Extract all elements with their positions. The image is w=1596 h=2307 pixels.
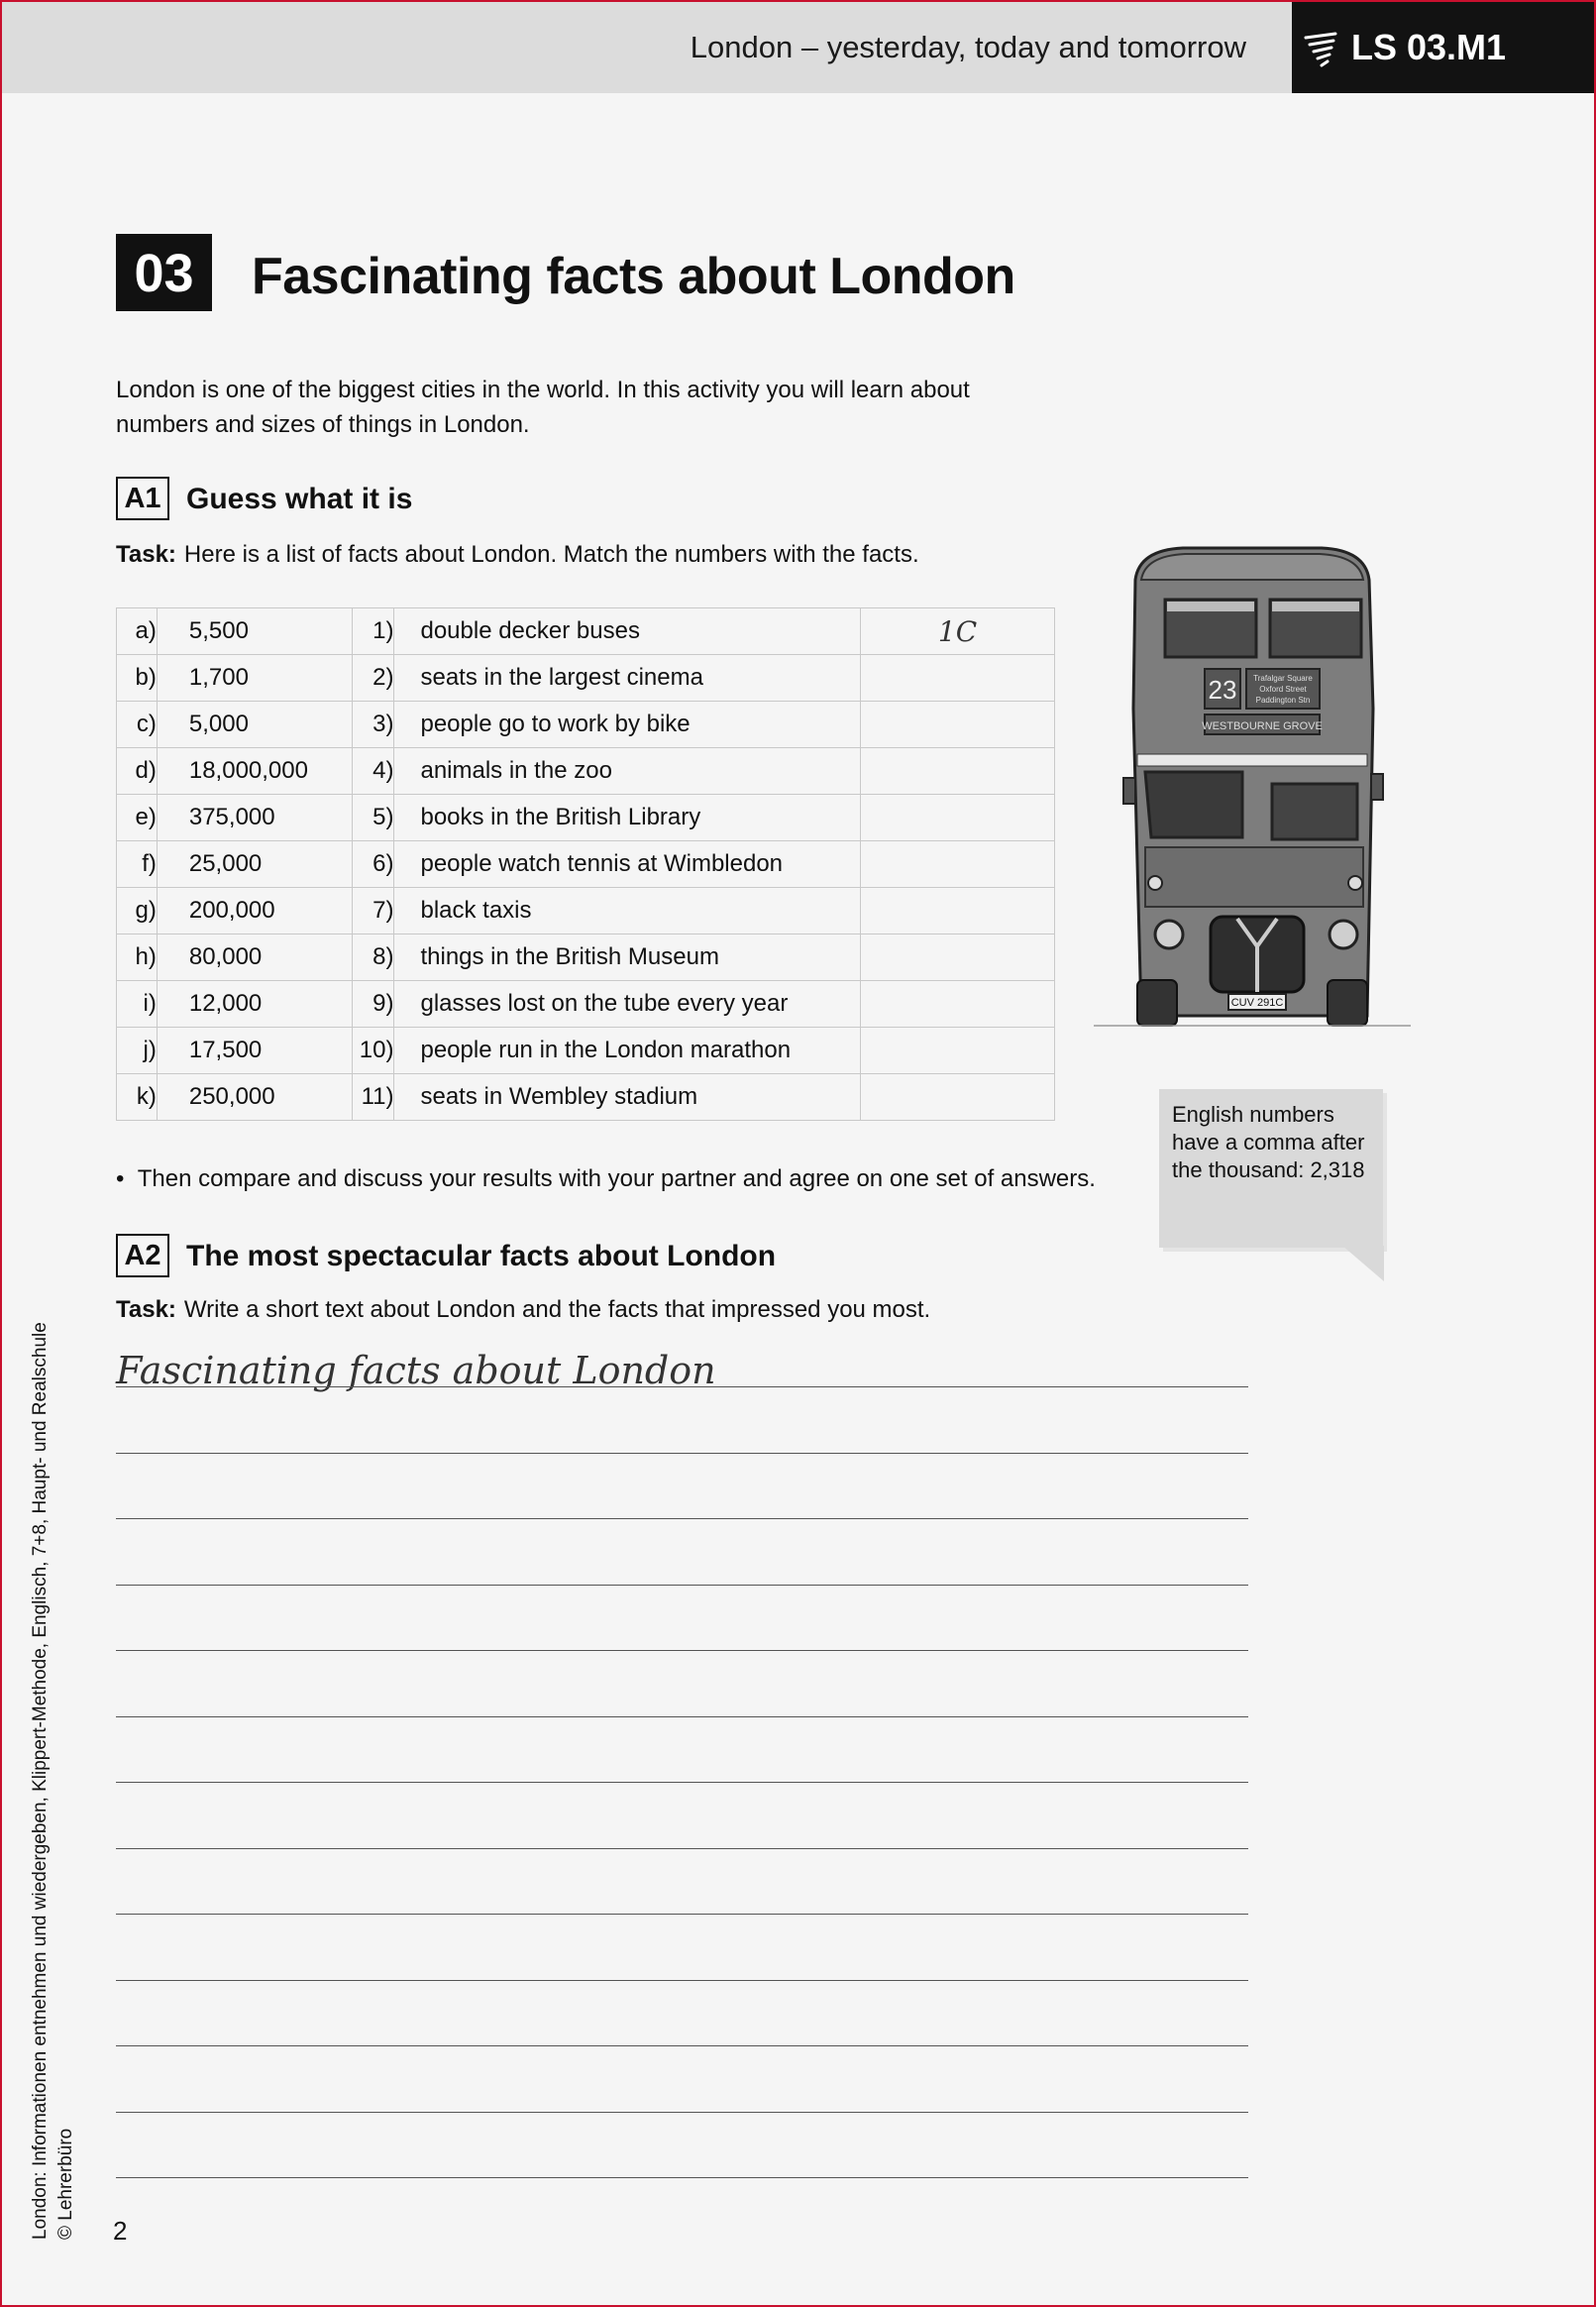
table-row [117,748,1055,795]
row-index: 9) [352,981,394,1028]
bus-front-sign: WESTBOURNE GROVE [1202,720,1323,732]
row-fact: books in the British Library [394,795,861,841]
a1-task-text: Here is a list of facts about London. Match the numbers with the facts. [183,541,919,568]
writing-line[interactable] [116,1848,1248,1849]
writing-line[interactable] [116,2045,1248,2046]
row-fact: seats in Wembley stadium [394,1074,861,1121]
header-code: LS 03.M1 [1351,27,1507,67]
row-letter: h) [117,934,158,981]
row-fact: things in the British Museum [394,934,861,981]
answer-cell[interactable]: 1C [861,608,1055,655]
table-row [117,1074,1055,1121]
table-row [117,702,1055,748]
row-number: 250,000 [157,1074,352,1121]
answer-cell[interactable] [861,655,1055,702]
answer-cell[interactable] [861,702,1055,748]
writing-line[interactable] [116,1453,1248,1454]
table-row [117,1028,1055,1074]
section-a1-badge: A1 [116,477,169,520]
bus-route-number: 23 [1208,675,1237,705]
row-letter: i) [117,981,158,1028]
table-row [117,934,1055,981]
answer-cell[interactable] [861,934,1055,981]
writing-line[interactable] [116,1585,1248,1586]
bus-destination-3: Paddington Stn [1255,696,1311,705]
writing-line[interactable] [116,1914,1248,1915]
copyright-line-1: London: Informationen entnehmen und wiedergeben, Klippert-Methode, Englisch, 7+8, Haupt- und Realschule [30,1322,51,2240]
writing-line[interactable] [116,1716,1248,1717]
row-letter: j) [117,1028,158,1074]
table-row [117,981,1055,1028]
table-row [117,795,1055,841]
table-row [117,608,1055,655]
row-fact: glasses lost on the tube every year [394,981,861,1028]
row-letter: f) [117,841,158,888]
intro-text: London is one of the biggest cities in the world. In this activity you will learn about numbers and sizes of things in London. [116,377,970,438]
copyright-sidebar [28,1322,79,2240]
row-letter: b) [117,655,158,702]
row-number: 5,000 [157,702,352,748]
page-number: 2 [113,2216,128,2246]
section-a1-heading: Guess what it is [186,483,413,515]
row-number: 17,500 [157,1028,352,1074]
row-number: 25,000 [157,841,352,888]
bus-destination-1: Trafalgar Square [1253,674,1313,683]
title-number: 03 [116,234,212,311]
table-row [117,841,1055,888]
row-fact: seats in the largest cinema [394,655,861,702]
a1-task-label: Task: [116,541,176,568]
row-index: 4) [352,748,394,795]
row-letter: a) [117,608,158,655]
header-bar [2,2,1292,93]
note-text: English numbers have a comma after the thousand: 2,318 [1172,1102,1365,1182]
tornado-icon [1302,32,1341,71]
table-row [117,655,1055,702]
row-letter: d) [117,748,158,795]
row-fact: people run in the London marathon [394,1028,861,1074]
row-number: 18,000,000 [157,748,352,795]
handwritten-title: Fascinating facts about London [116,1349,716,1392]
answer-cell[interactable] [861,1028,1055,1074]
row-index: 7) [352,888,394,934]
note-bubble-tail [1342,1246,1384,1281]
bus-plate: CUV 291C [1230,997,1284,1009]
row-index: 8) [352,934,394,981]
row-index: 2) [352,655,394,702]
row-letter: e) [117,795,158,841]
a2-task-text: Write a short text about London and the facts that impressed you most. [183,1296,931,1323]
row-index: 3) [352,702,394,748]
row-fact: animals in the zoo [394,748,861,795]
copyright-line-2: © Lehrerbüro [55,2128,76,2240]
row-number: 12,000 [157,981,352,1028]
row-fact: double decker buses [394,608,861,655]
answer-cell[interactable] [861,841,1055,888]
row-number: 80,000 [157,934,352,981]
facts-table [116,607,1055,1121]
a2-task [116,1294,930,1326]
row-letter: g) [117,888,158,934]
row-number: 375,000 [157,795,352,841]
row-index: 10) [352,1028,394,1074]
row-fact: people go to work by bike [394,702,861,748]
writing-line[interactable] [116,2112,1248,2113]
bullet-dot: • [116,1165,138,1192]
answer-cell[interactable] [861,795,1055,841]
row-letter: c) [117,702,158,748]
a1-bullet [116,1163,1096,1195]
a1-task [116,539,919,571]
writing-line[interactable] [116,2177,1248,2178]
row-number: 200,000 [157,888,352,934]
a1-bullet-text: Then compare and discuss your results with your partner and agree on one set of answers. [137,1165,1096,1192]
row-index: 5) [352,795,394,841]
writing-line[interactable] [116,1518,1248,1519]
a2-task-label: Task: [116,1296,176,1323]
answer-cell[interactable] [861,888,1055,934]
row-fact: people watch tennis at Wimbledon [394,841,861,888]
double-decker-bus-illustration [1094,540,1411,1036]
row-index: 1) [352,608,394,655]
row-letter: k) [117,1074,158,1121]
bus-destination-2: Oxford Street [1259,685,1307,694]
row-index: 6) [352,841,394,888]
answer-cell[interactable] [861,1074,1055,1121]
row-number: 1,700 [157,655,352,702]
writing-line[interactable] [116,1386,1248,1387]
row-fact: black taxis [394,888,861,934]
section-a2-heading: The most spectacular facts about London [186,1240,777,1272]
writing-line[interactable] [116,1782,1248,1783]
section-a2-badge: A2 [116,1234,169,1277]
row-number: 5,500 [157,608,352,655]
writing-line[interactable] [116,1980,1248,1981]
answer-cell[interactable] [861,981,1055,1028]
writing-line[interactable] [116,1650,1248,1651]
table-row [117,888,1055,934]
row-index: 11) [352,1074,394,1121]
answer-cell[interactable] [861,748,1055,795]
page-title: Fascinating facts about London [252,248,1015,305]
header-title: London – yesterday, today and tomorrow [690,30,1246,64]
header-code-box [1292,2,1594,93]
